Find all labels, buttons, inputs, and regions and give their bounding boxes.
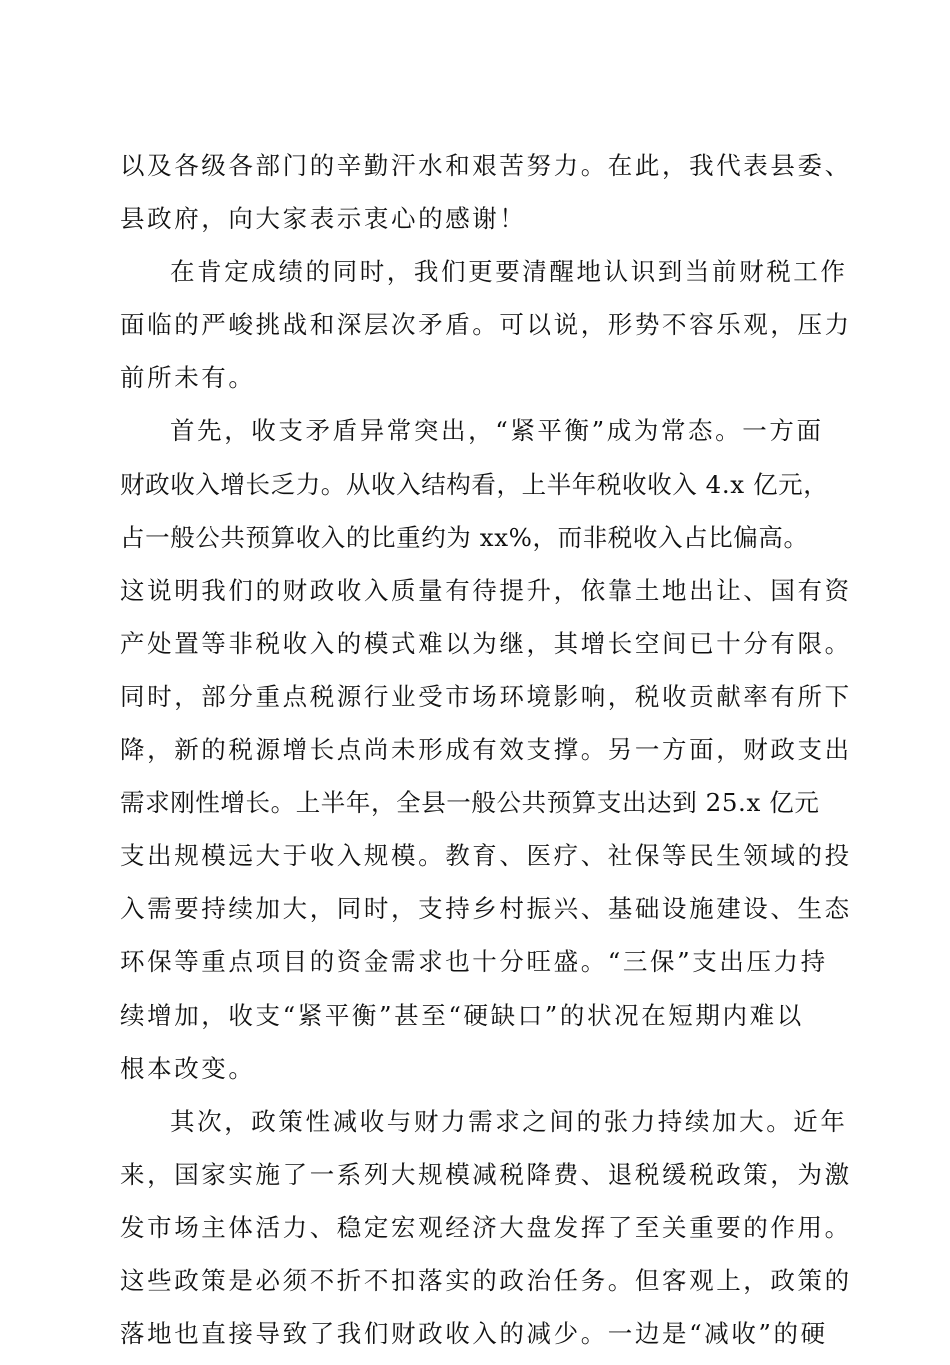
text-line: 续增加，收支“紧平衡”甚至“硬缺口”的状况在短期内难以 <box>120 1000 804 1030</box>
text-line: 来，国家实施了一系列大规模减税降费、退税缓税政策，为激 <box>120 1159 852 1189</box>
text-line: 这些政策是必须不折不扣落实的政治任务。但客观上，政策的 <box>120 1265 852 1295</box>
paragraph-first-line: 其次，政策性减收与财力需求之间的张力持续加大。近年 <box>170 1106 848 1136</box>
document-body <box>120 144 852 1365</box>
text-line: 降，新的税源增长点尚未形成有效支撑。另一方面，财政支出 <box>120 735 852 765</box>
text-line: 同时，部分重点税源行业受市场环境影响，税收贡献率有所下 <box>120 681 852 711</box>
text-line: 发市场主体活力、稳定宏观经济大盘发挥了至关重要的作用。 <box>120 1212 852 1242</box>
text-line: 环保等重点项目的资金需求也十分旺盛。“三保”支出压力持 <box>120 947 828 977</box>
text-line: 面临的严峻挑战和深层次矛盾。可以说，形势不容乐观，压力 <box>120 310 852 340</box>
text-line: 落地也直接导致了我们财政收入的减少。一边是“减收”的硬 <box>120 1319 828 1349</box>
paragraph-first-line: 首先，收支矛盾异常突出，“紧平衡”成为常态。一方面 <box>170 416 824 446</box>
text-line: 入需要持续加大，同时，支持乡村振兴、基础设施建设、生态 <box>120 894 852 924</box>
text-line: 财政收入增长乏力。从收入结构看，上半年税收收入 4.x 亿元， <box>120 469 829 499</box>
text-line: 前所未有。 <box>120 363 256 393</box>
paragraph-first-line: 在肯定成绩的同时，我们更要清醒地认识到当前财税工作 <box>170 257 848 287</box>
text-line: 这说明我们的财政收入质量有待提升，依靠土地出让、国有资 <box>120 575 852 605</box>
text-line: 支出规模远大于收入规模。教育、医疗、社保等民生领域的投 <box>120 841 852 871</box>
text-line: 以及各级各部门的辛勤汗水和艰苦努力。在此，我代表县委、 <box>120 151 852 180</box>
text-line: 产处置等非税收入的模式难以为继，其增长空间已十分有限。 <box>120 628 852 658</box>
text-line: 根本改变。 <box>120 1053 256 1083</box>
text-line: 县政府，向大家表示衷心的感谢！ <box>120 204 527 234</box>
text-line: 需求刚性增长。上半年，全县一般公共预算支出达到 25.x 亿元 <box>120 788 820 818</box>
text-line: 占一般公共预算收入的比重约为 xx%，而非税收入占比偏高。 <box>120 522 809 552</box>
